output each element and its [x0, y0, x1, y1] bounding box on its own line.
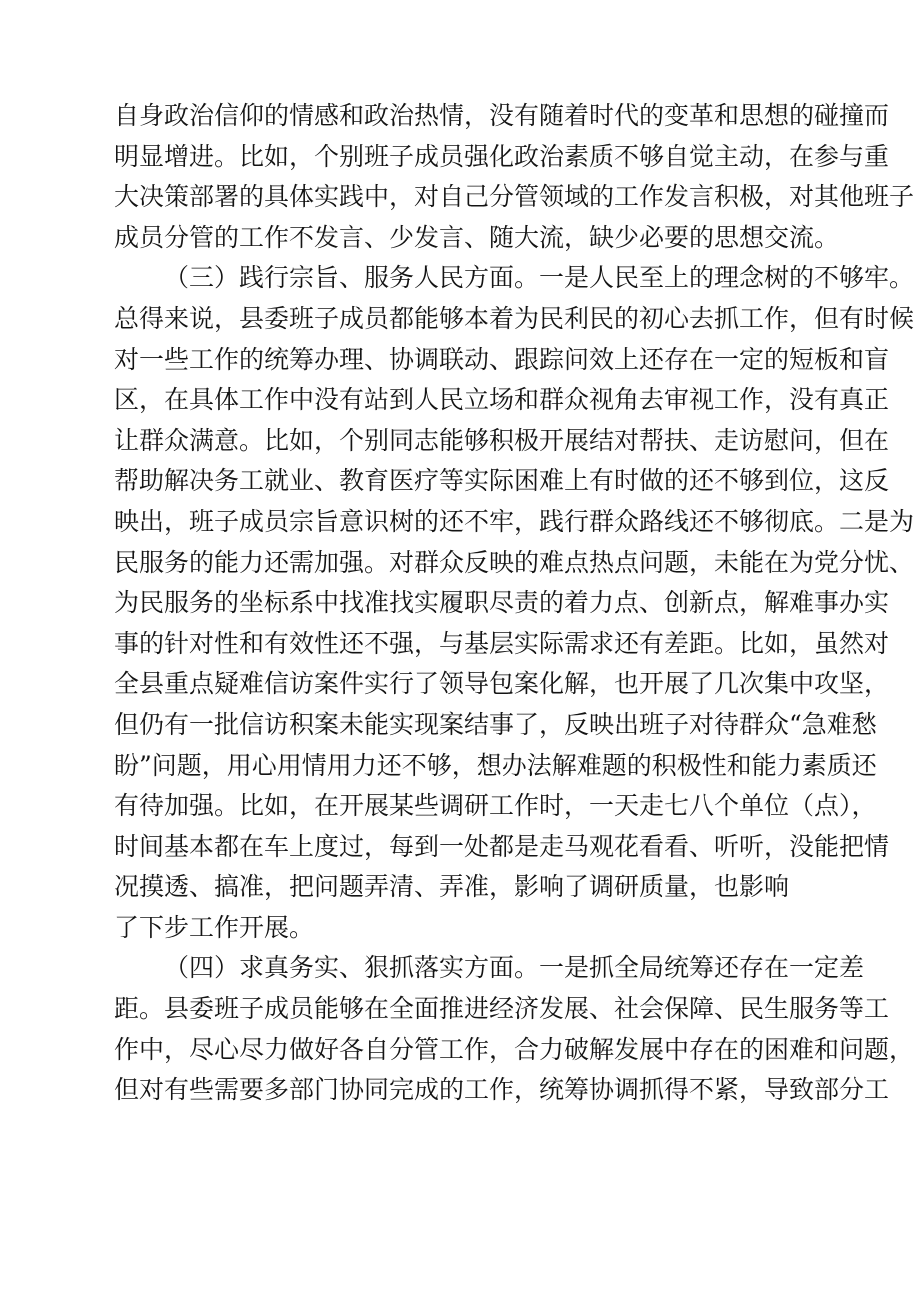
document-body	[114, 96, 915, 1111]
section-heading-line: （四）求真务实、狠抓落实方面。一是抓全局统筹还存在一定差	[164, 953, 865, 983]
text-line: 距。县委班子成员能够在全面推进经济发展、社会保障、民生服务等工	[114, 994, 890, 1024]
text-line: 作中，尽心尽力做好各自分管工作，合力破解发展中存在的困难和问题，	[114, 1034, 915, 1064]
text-line: 帮助解决务工就业、教育医疗等实际困难上有时做的还不够到位，这反	[114, 466, 890, 496]
text-line: 有待加强。比如，在开展某些调研工作时，一天走七八个单位（点），	[114, 791, 877, 821]
text-line: 大决策部署的具体实践中，对自己分管领域的工作发言积极，对其他班子	[114, 182, 915, 212]
text-line: 总得来说，县委班子成员都能够本着为民利民的初心去抓工作，但有时候	[114, 303, 915, 333]
text-line: 为民服务的坐标系中找准找实履职尽责的着力点、创新点，解难事办实	[114, 588, 890, 618]
text-line: 了下步工作开展。	[114, 912, 315, 942]
text-line: 事的针对性和有效性还不强，与基层实际需求还有差距。比如，虽然对	[114, 628, 890, 658]
text-line: 但仍有一批信访积案未能实现案结事了，反映出班子对待群众“急难愁	[114, 709, 877, 739]
text-line: 明显增进。比如，个别班子成员强化政治素质不够自觉主动，在参与重	[114, 141, 890, 171]
text-line: 全县重点疑难信访案件实行了领导包案化解，也开展了几次集中攻坚，	[114, 669, 890, 699]
text-line: 但对有些需要多部门协同完成的工作，统筹协调抓得不紧，导致部分工	[114, 1075, 890, 1105]
text-line: 民服务的能力还需加强。对群众反映的难点热点问题，未能在为党分忧、	[114, 547, 915, 577]
text-line: 况摸透、搞准，把问题弄清、弄准，影响了调研质量，也影响	[114, 872, 790, 902]
section-heading-line: （三）践行宗旨、服务人民方面。一是人民至上的理念树的不够牢。	[164, 263, 915, 293]
text-line: 盼”问题，用心用情用力还不够，想办法解难题的积极性和能力素质还	[114, 750, 877, 780]
text-line: 时间基本都在车上度过，每到一处都是走马观花看看、听听，没能把情	[114, 831, 890, 861]
text-line: 映出，班子成员宗旨意识树的还不牢，践行群众路线还不够彻底。二是为	[114, 506, 915, 536]
text-line: 成员分管的工作不发言、少发言、随大流，缺少必要的思想交流。	[114, 222, 840, 252]
text-line: 区，在具体工作中没有站到人民立场和群众视角去审视工作，没有真正	[114, 385, 890, 415]
text-line: 让群众满意。比如，个别同志能够积极开展结对帮扶、走访慰问，但在	[114, 425, 890, 455]
text-line: 对一些工作的统筹办理、协调联动、跟踪问效上还存在一定的短板和盲	[114, 344, 890, 374]
text-line: 自身政治信仰的情感和政治热情，没有随着时代的变革和思想的碰撞而	[114, 101, 890, 130]
